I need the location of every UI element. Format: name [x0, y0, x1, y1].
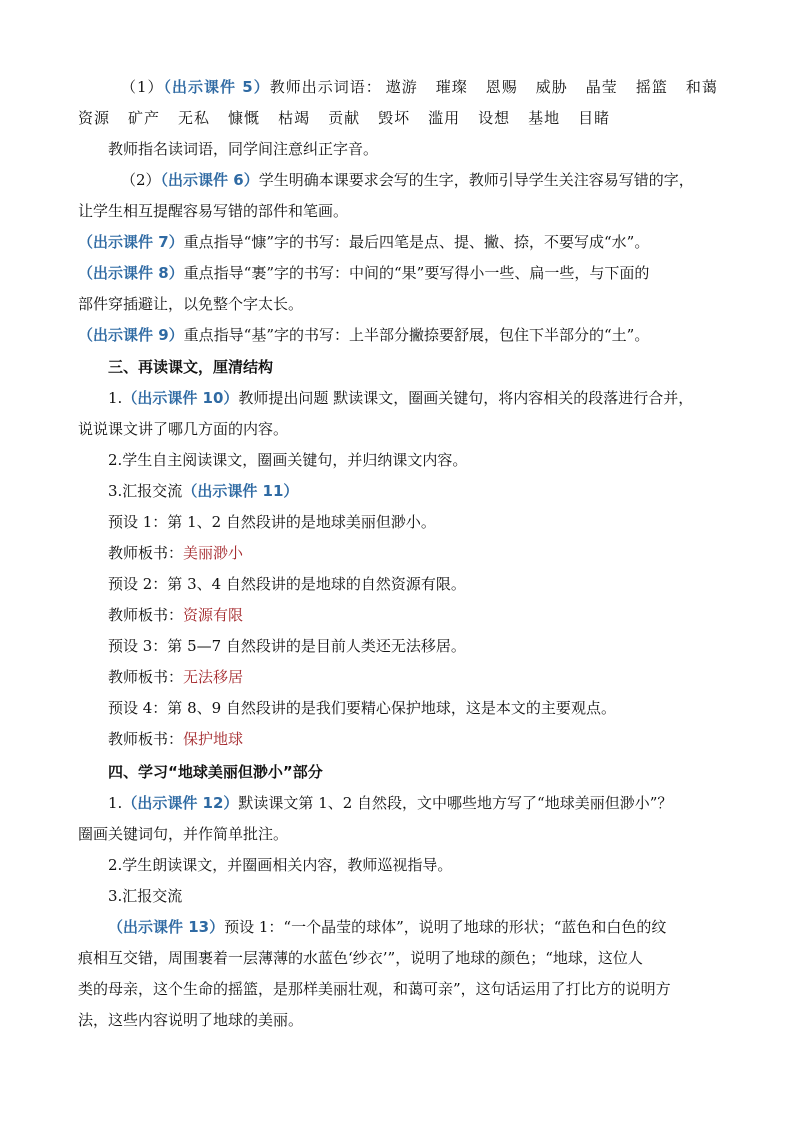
vocab-word: 目睹	[578, 109, 611, 127]
courseware-tag: （出示课件 7）	[78, 233, 184, 251]
vocab-word: 贡献	[328, 109, 361, 127]
item-text: 教师提出问题 默读课文，圈画关键句，将内容相关的段落进行合并，	[238, 389, 694, 407]
paragraph: 类的母亲，这个生命的摇篮，是那样美丽壮观，和蔼可亲”，这句话运用了打比方的说明方	[78, 980, 671, 998]
k9-line	[78, 325, 649, 345]
k7-text: 重点指导“慷”字的书写：最后四笔是点、提、撇、捺，不要写成“水”。	[183, 233, 650, 251]
vocab-word: 基地	[528, 109, 561, 127]
courseware-tag: （出示课件 6）	[160, 171, 259, 189]
p2-prefix: （2）	[121, 171, 161, 189]
p2-text: 学生明确本课要求会写的生字，教师引导学生关注容易写错的字，	[258, 171, 694, 189]
vocab-word: 矿产	[128, 109, 161, 127]
vocab-row	[78, 108, 610, 128]
board-label: 教师板书：	[108, 606, 184, 624]
board-line	[108, 605, 243, 625]
k8-line	[78, 263, 649, 283]
board-text: 美丽渺小	[183, 544, 244, 562]
courseware-tag: （出示课件 5）	[163, 78, 270, 96]
item-number: 1.	[108, 389, 123, 407]
vocab-word: 枯竭	[278, 109, 311, 127]
p1-text: 教师出示词语：	[269, 78, 382, 96]
board-line	[108, 729, 243, 749]
paragraph: 2.学生朗读课文，并圈画相关内容，教师巡视指导。	[108, 856, 453, 874]
vocab-word: 摇篮	[635, 78, 668, 96]
sec3-item1	[108, 388, 693, 408]
board-text: 保护地球	[183, 730, 244, 748]
paragraph: 让学生相互提醒容易写错的部件和笔画。	[78, 202, 349, 220]
paragraph: 3.汇报交流	[108, 887, 183, 905]
p1-line	[121, 77, 718, 97]
k13-text: 预设 1：“一个晶莹的球体”，说明了地球的形状；“蓝色和白色的纹	[224, 918, 667, 936]
preset: 预设 1：第 1、2 自然段讲的是地球美丽但渺小。	[108, 513, 436, 531]
vocab-word: 慷慨	[228, 109, 261, 127]
k8-text: 重点指导“裹”字的书写：中间的“果”要写得小一些、扁一些，与下面的	[183, 264, 650, 282]
courseware-tag: （出示课件 8）	[78, 264, 184, 282]
vocab-word: 无私	[178, 109, 211, 127]
item-number: 1.	[108, 794, 123, 812]
board-line	[108, 667, 243, 687]
preset: 预设 3：第 5—7 自然段讲的是目前人类还无法移居。	[108, 637, 466, 655]
vocab-word: 和蔼	[685, 78, 718, 96]
item-text: 3.汇报交流	[108, 482, 183, 500]
vocab-word: 设想	[478, 109, 511, 127]
courseware-tag: （出示课件 13）	[108, 918, 225, 936]
k13-line	[108, 917, 666, 937]
vocab-word: 毁坏	[378, 109, 411, 127]
vocab-word: 滥用	[428, 109, 461, 127]
paragraph: 教师指名读词语，同学间注意纠正字音。	[108, 140, 379, 158]
p2-line	[121, 170, 694, 190]
k9-text: 重点指导“基”字的书写：上半部分撇捺要舒展，包住下半部分的“土”。	[183, 326, 650, 344]
board-line	[108, 543, 243, 563]
preset: 预设 2：第 3、4 自然段讲的是地球的自然资源有限。	[108, 575, 466, 593]
vocab-word: 资源	[78, 109, 111, 127]
section-heading: 三、再读课文，厘清结构	[108, 358, 274, 376]
paragraph: 痕相互交错，周围裹着一层薄薄的水蓝色‘纱衣’”，说明了地球的颜色；“地球，这位人	[78, 949, 643, 967]
board-label: 教师板书：	[108, 544, 184, 562]
vocab-word: 晶莹	[585, 78, 618, 96]
paragraph: 法，这些内容说明了地球的美丽。	[78, 1011, 304, 1029]
courseware-tag: （出示课件 9）	[78, 326, 184, 344]
courseware-tag: （出示课件 10）	[122, 389, 239, 407]
preset: 预设 4：第 8、9 自然段讲的是我们要精心保护地球，这是本文的主要观点。	[108, 699, 616, 717]
sec4-item1	[108, 793, 672, 813]
section-heading: 四、学习“地球美丽但渺小”部分	[108, 763, 323, 781]
k7-line	[78, 232, 649, 252]
p1-prefix: （1）	[121, 78, 164, 96]
courseware-tag: （出示课件 11）	[182, 482, 299, 500]
vocab-word: 璀璨	[435, 78, 468, 96]
vocab-word: 遨游	[385, 78, 418, 96]
paragraph: 2.学生自主阅读课文，圈画关键句，并归纳课文内容。	[108, 451, 468, 469]
courseware-tag: （出示课件 12）	[122, 794, 239, 812]
board-label: 教师板书：	[108, 730, 184, 748]
paragraph: 部件穿插避让，以免整个字太长。	[78, 295, 304, 313]
paragraph: 圈画关键词句，并作简单批注。	[78, 825, 289, 843]
board-text: 无法移居	[183, 668, 244, 686]
vocab-word: 威胁	[535, 78, 568, 96]
board-label: 教师板书：	[108, 668, 184, 686]
board-text: 资源有限	[183, 606, 244, 624]
sec3-item3	[108, 481, 298, 501]
paragraph: 说说课文讲了哪几方面的内容。	[78, 420, 289, 438]
item-text: 默读课文第 1、2 自然段，文中哪些地方写了“地球美丽但渺小”？	[238, 794, 673, 812]
vocab-word: 恩赐	[485, 78, 518, 96]
